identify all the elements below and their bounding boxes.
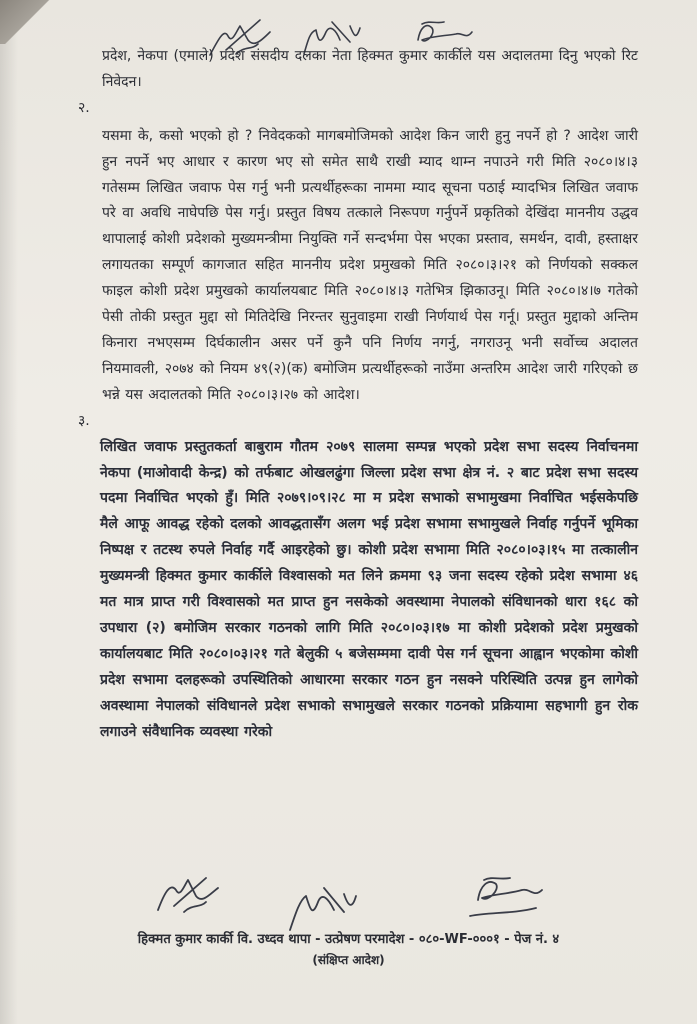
paragraph-3: लिखित जवाफ प्रस्तुतकर्ता बाबुराम गौतम २०७९ सालमा सम्पन्न भएको प्रदेश सभा सदस्य निर्वाचनमा नेकपा (माओवादी केन्द्र) को तर्फबाट ओखलढुंगा जिल्ला प्रदेश सभा क्षेत्र नं. २ बाट प्रदेश सभा सदस्य पदमा निर्वाचित भएको हुँ। मिति २०७९।०९।२८ मा म प्रदेश सभाको सभामुखमा निर्वाचित भईसकेपछि मैले आफू आवद्ध रहेको दलको आवद्धतासँग अलग भई प्रदेश सभामा सभामुखले निर्वाह गर्नुपर्ने भूमिका निष्पक्ष र तटस्थ रुपले निर्वाह गर्दै आइरहेको छु। कोशी प्रदेश सभामा मिति २०८०।०३।१५ मा तत्कालीन मुख्यमन्त्री हिक्मत कुमार कार्कीले विश्वासको मत लिने क्रममा ९३ जना सदस्य रहेको प्रदेश सभामा ४६ मत मात्र प्राप्त गरी विश्वासको मत प्राप्त हुन नसकेको अवस्थामा नेपालको संविधानको धारा १६८ को उपधारा (२) बमोजिम सरकार गठनको लागि मिति २०८०।०३।१७ मा कोशी प्रदेशको प्रदेश प्रमुखको कार्यालयबाट मिति २०८०।०३।२१ गते बेलुकी ५ बजेसम्ममा दावी पेस गर्न सूचना आह्वान भएकोमा कोशी प्रदेश सभामा दलहरूको उपस्थितिको आधारमा सरकार गठन हुन नसक्ने परिस्थिति उत्पन्न हुन लागेको अवस्थामा नेपालको संविधानले प्रदेश सभाको सभामुखले सरकार गठनको प्रक्रियामा सहभागी हुन रोक लगाउने संवैधानिक व्यवस्था गरेको [100,438,638,740]
paragraph-1: प्रदेश, नेकपा (एमाले) प्रदेश संसदीय दलका नेता हिक्मत कुमार कार्कीले यस अदालतमा दिनु भएको रिट निवेदन। [102,48,638,90]
bottom-signatures [140,860,560,940]
paragraph-2-number: २. [78,99,90,116]
footer-case-title: हिक्मत कुमार कार्की वि. उध्दव थापा - उत्प्रेषण परमादेश - ०८०-WF-०००१ - पेज नं. ४ [137,932,560,947]
folded-corner [0,0,64,44]
paragraph-2: यसमा के, कसो भएको हो ? निवेदकको मागबमोजिमको आदेश किन जारी हुनु नपर्ने हो ? आदेश जारी हुन नपर्ने भए आधार र कारण भए सो समेत साथै राखी म्याद थाम्न नपाउने गरी मिति २०८०।४।३ गतेसम्म लिखित जवाफ पेस गर्नु भनी प्रत्यर्थीहरूका नाममा म्याद सूचना पठाई म्यादभित्र लिखित जवाफ परे वा अवधि नाघेपछि पेस गर्नु। प्रस्तुत विषय तत्काले निरूपण गर्नुपर्ने प्रकृतिको देखिंदा माननीय उद्धव थापालाई कोशी प्रदेशको मुख्यमन्त्रीमा नियुक्ति गर्ने सन्दर्भमा पेस भएका प्रस्ताव, समर्थन, दावी, हस्ताक्षर लगायतका सम्पूर्ण कागजात सहित माननीय प्रदेश प्रमुखको मिति २०८०।३।२१ को निर्णयको सक्कल फाइल कोशी प्रदेश प्रमुखको कार्यालयबाट मिति २०८०।४।३ गतेभित्र झिकाउनू। मिति २०८०।४।७ गतेको पेसी तोकी प्रस्तुत मुद्दा सो मितिदेखि निरन्तर सुनुवाइमा राखी निर्णयार्थ पेस गर्नू। प्रस्तुत मुद्दाको अन्तिम किनारा नभएसम्म दिर्घकालीन असर पर्ने कुनै पनि निर्णय नगर्नु, नगराउनू भनी सर्वोच्च अदालत नियमावली, २०७४ को नियम ४९(२)(क) बमोजिम प्रत्यर्थीहरूको नाउँमा अन्तरिम आदेश जारी गरिएको छ भन्ने यस अदालतको मिति २०८०।३।२७ को आदेश। [102,127,638,403]
paragraph-3-number: ३. [78,412,90,429]
page-footer [0,930,697,970]
footer-order-type: (संक्षिप्त आदेश) [312,953,385,967]
paragraph-3-block [78,409,638,746]
document-body [78,44,638,745]
paragraph-2-block [78,96,638,409]
page-edge-shadow [0,0,18,1024]
paragraph-1-block [78,44,638,96]
